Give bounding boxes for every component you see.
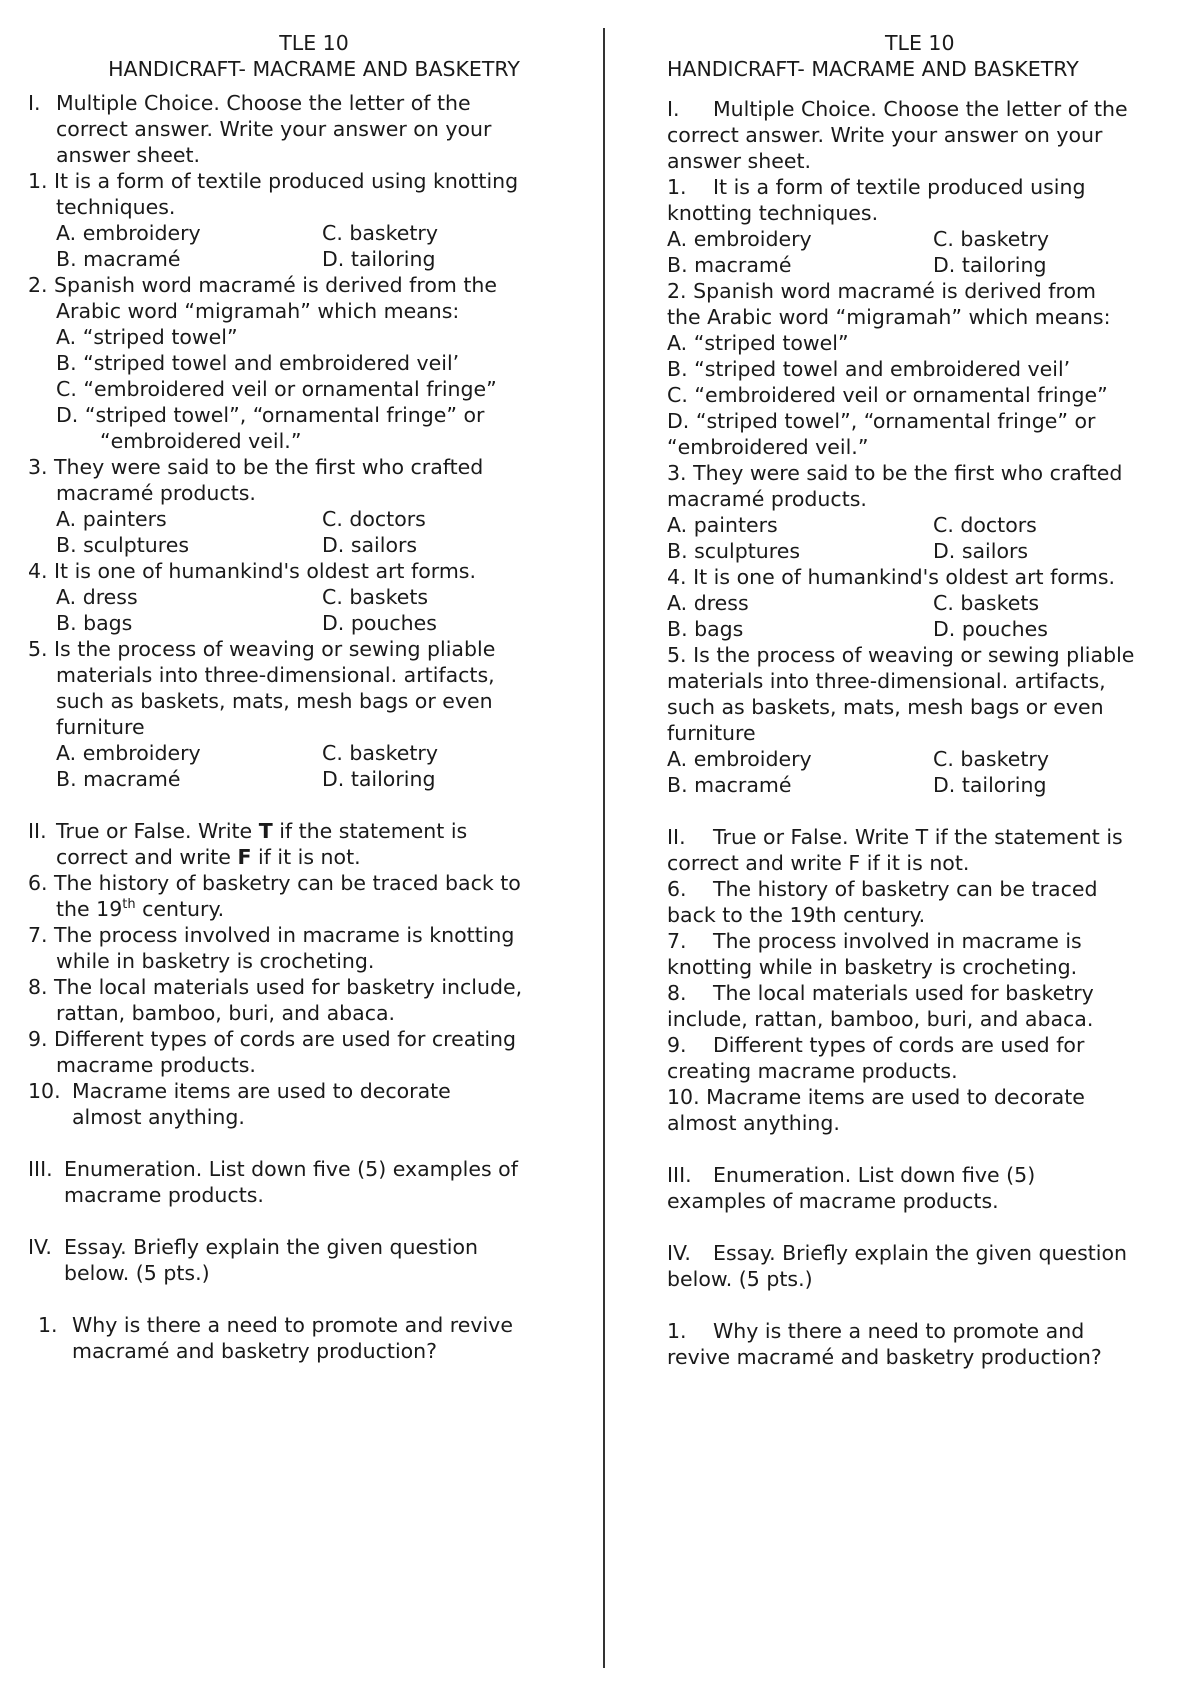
option: C. basketry <box>322 741 438 765</box>
option: D. “striped towel”, “ornamental fringe” or <box>667 409 1096 433</box>
option: B. bags <box>56 611 133 635</box>
right-question-2: 2. Spanish word macramé is derived from the Arabic word “migramah” which means: A. “striped towel” B. “striped towel and embroidered veil’ C. “embroidered veil or ornamental fringe” D. “striped towel”, “ornamental fringe” or “embroidered veil.” <box>667 278 1183 460</box>
left-question-10: 10. Macrame items are used to decorate almost anything. <box>28 1079 451 1129</box>
option: D. pouches <box>933 617 1048 641</box>
option: B. macramé <box>56 767 181 791</box>
right-question-9: 9. Different types of cords are used for creating macrame products. <box>667 1033 1085 1083</box>
option: B. sculptures <box>56 533 190 557</box>
left-subtitle: HANDICRAFT- MACRAME AND BASKETRY <box>108 57 520 81</box>
right-essay-1: 1. Why is there a need to promote and revive macramé and basketry production? <box>667 1319 1102 1369</box>
option: B. “striped towel and embroidered veil’ <box>667 357 1071 381</box>
option: A. painters <box>667 513 778 537</box>
left-part4: IV. Essay. Briefly explain the given question below. (5 pts.) <box>28 1235 479 1285</box>
left-column <box>28 30 580 1364</box>
option: C. baskets <box>322 585 429 609</box>
left-question-6: 6. The history of basketry can be traced back to the 19th century. <box>28 871 521 921</box>
option: C. doctors <box>322 507 426 531</box>
right-title: TLE 10 <box>885 31 955 55</box>
right-question-6: 6. The history of basketry can be traced back to the 19th century. <box>667 877 1098 927</box>
left-question-5: 5. Is the process of weaving or sewing pliable materials into three-dimensional. artifacts, such as baskets, mats, mesh bags or even furniture A. embroidery C. basketry B. macramé D. tailoring <box>28 637 496 791</box>
left-question-7: 7. The process involved in macrame is knotting while in basketry is crocheting. <box>28 923 515 973</box>
left-part1: I. Multiple Choice. Choose the letter of the correct answer. Write your answer on your answer sheet. <box>28 91 492 167</box>
left-question-1: 1. It is a form of textile produced using knotting techniques. A. embroidery C. basketry B. macramé D. tailoring <box>28 169 519 271</box>
right-header <box>667 30 1183 82</box>
left-part3: III. Enumeration. List down five (5) examples of macrame products. <box>28 1157 518 1207</box>
option: D. sailors <box>322 533 418 557</box>
option: D. sailors <box>933 539 1029 563</box>
option: A. painters <box>56 507 167 531</box>
option: A. embroidery <box>56 221 201 245</box>
option: B. macramé <box>56 247 181 271</box>
option: C. “embroidered veil or ornamental fringe” <box>56 377 497 401</box>
right-question-5: 5. Is the process of weaving or sewing pliable materials into three-dimensional. artifacts, such as baskets, mats, mesh bags or even furniture A. embroidery C. basketry B. macramé D. tailoring <box>667 643 1135 797</box>
right-part1: I. Multiple Choice. Choose the letter of the correct answer. Write your answer on your answer sheet. <box>667 97 1128 173</box>
option: C. basketry <box>933 747 1049 771</box>
option: A. dress <box>56 585 138 609</box>
option: D. “striped towel”, “ornamental fringe” or <box>56 403 485 427</box>
column-divider <box>603 28 605 1668</box>
option: D. tailoring <box>322 767 436 791</box>
left-essay-1: 1. Why is there a need to promote and revive macramé and basketry production? <box>38 1313 513 1363</box>
left-question-9: 9. Different types of cords are used for creating macrame products. <box>28 1027 517 1077</box>
option: C. baskets <box>933 591 1040 615</box>
option: D. tailoring <box>933 773 1047 797</box>
option: B. bags <box>667 617 744 641</box>
option: C. doctors <box>933 513 1037 537</box>
option: D. pouches <box>322 611 437 635</box>
option: A. embroidery <box>667 227 812 251</box>
option: D. tailoring <box>933 253 1047 277</box>
right-part4: IV. Essay. Briefly explain the given question below. (5 pts.) <box>667 1241 1128 1291</box>
option: A. dress <box>667 591 749 615</box>
option: B. macramé <box>667 253 792 277</box>
left-question-3: 3. They were said to be the first who crafted macramé products. A. painters C. doctors B. sculptures D. sailors <box>28 455 484 557</box>
option: B. “striped towel and embroidered veil’ <box>56 351 460 375</box>
option: A. embroidery <box>56 741 201 765</box>
right-column <box>667 30 1183 1370</box>
right-question-8: 8. The local materials used for basketry include, rattan, bamboo, buri, and abaca. <box>667 981 1094 1031</box>
right-question-10: 10. Macrame items are used to decorate almost anything. <box>667 1085 1085 1135</box>
right-subtitle: HANDICRAFT- MACRAME AND BASKETRY <box>667 57 1079 81</box>
left-question-2: 2. Spanish word macramé is derived from the Arabic word “migramah” which means: A. “striped towel” B. “striped towel and embroidered veil’ C. “embroidered veil or ornamental fringe” D. “striped towel”, “ornamental fringe” or “embroidered veil.” <box>28 272 580 454</box>
left-question-4: 4. It is one of humankind's oldest art forms. A. dress C. baskets B. bags D. pouches <box>28 559 476 635</box>
right-question-7: 7. The process involved in macrame is knotting while in basketry is crocheting. <box>667 929 1082 979</box>
right-part2: II. True or False. Write T if the statement is correct and write F if it is not. <box>667 825 1123 875</box>
option: A. embroidery <box>667 747 812 771</box>
left-title: TLE 10 <box>279 31 349 55</box>
option: D. tailoring <box>322 247 436 271</box>
option: C. basketry <box>933 227 1049 251</box>
right-question-3: 3. They were said to be the first who crafted macramé products. A. painters C. doctors B. sculptures D. sailors <box>667 461 1123 563</box>
option: B. sculptures <box>667 539 801 563</box>
left-part2: II. True or False. Write T if the statement is correct and write F if it is not. <box>28 819 468 869</box>
left-question-8: 8. The local materials used for basketry include, rattan, bamboo, buri, and abaca. <box>28 975 523 1025</box>
right-part3: III. Enumeration. List down five (5) examples of macrame products. <box>667 1163 1036 1213</box>
right-question-1: 1. It is a form of textile produced using knotting techniques. A. embroidery C. basketry B. macramé D. tailoring <box>667 175 1086 277</box>
option: A. “striped towel” <box>56 325 238 349</box>
option: A. “striped towel” <box>667 331 849 355</box>
option: C. basketry <box>322 221 438 245</box>
option: B. macramé <box>667 773 792 797</box>
option: C. “embroidered veil or ornamental fringe” <box>667 383 1108 407</box>
left-header <box>28 30 580 82</box>
right-question-4: 4. It is one of humankind's oldest art forms. A. dress C. baskets B. bags D. pouches <box>667 565 1116 641</box>
